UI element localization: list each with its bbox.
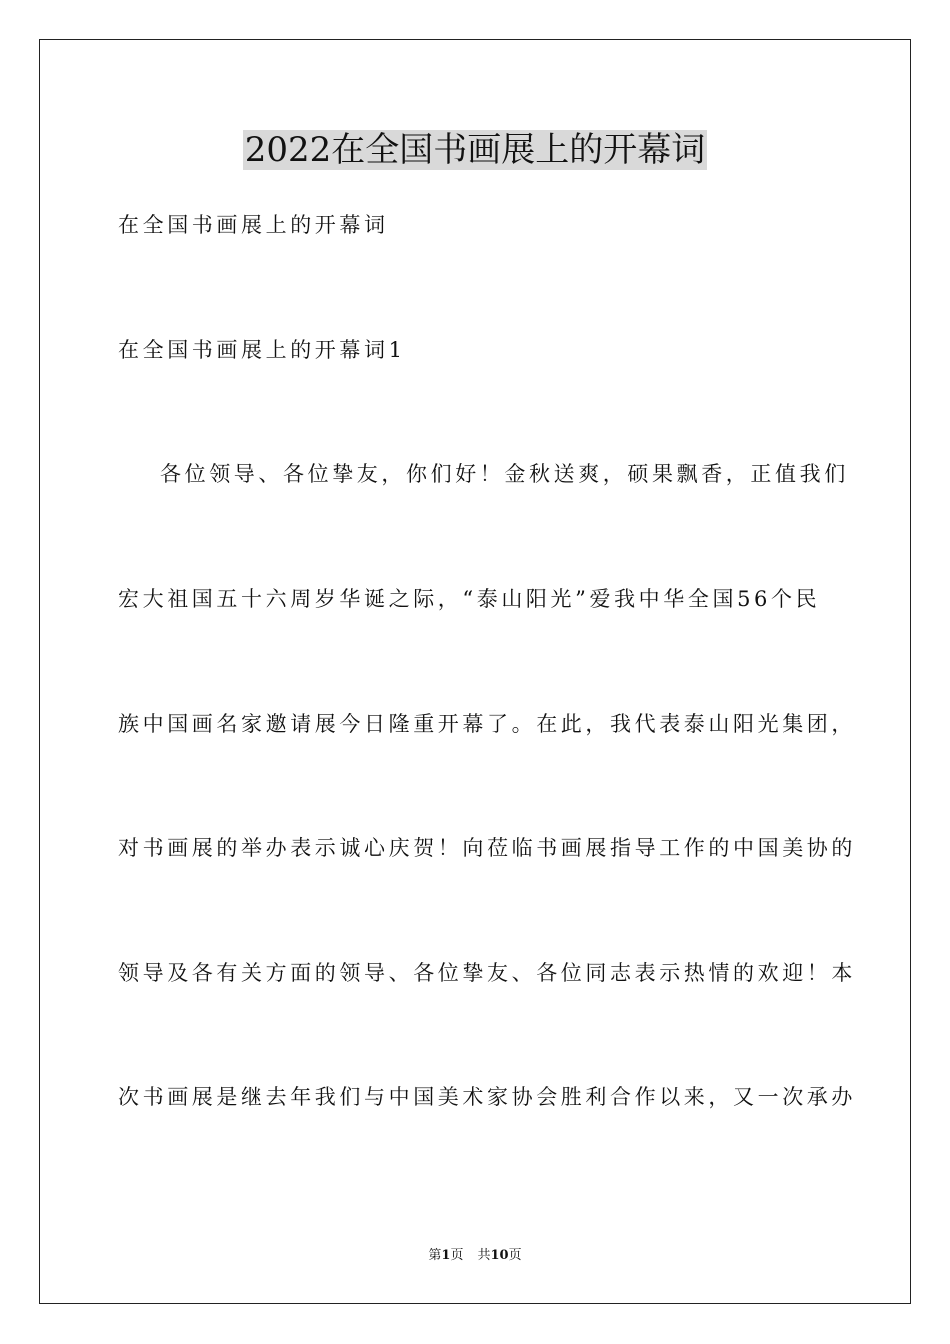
body-line: 次书画展是继去年我们与中国美术家协会胜利合作以来，又一次承办 [118, 1085, 856, 1109]
footer-page-prefix: 第 [428, 1248, 442, 1263]
footer-page-current: 1 [441, 1248, 451, 1263]
body-line: 族中国画名家邀请展今日隆重开幕了。在此，我代表泰山阳光集团， [118, 712, 856, 736]
footer-page-total: 10 [490, 1248, 509, 1263]
document-title-text: 2022在全国书画展上的开幕词 [244, 130, 706, 170]
body-line: 宏大祖国五十六周岁华诞之际，“泰山阳光”爱我中华全国56个民 [118, 587, 821, 611]
footer-page-suffix: 页 [450, 1248, 464, 1263]
section-heading: 在全国书画展上的开幕词1 [118, 338, 406, 362]
footer-total-prefix: 共 [477, 1248, 491, 1263]
body-line: 对书画展的举办表示诚心庆贺！向莅临书画展指导工作的中国美协的 [118, 836, 856, 860]
footer-total-suffix: 页 [508, 1248, 522, 1263]
page-footer [0, 1248, 950, 1264]
document-subtitle: 在全国书画展上的开幕词 [118, 213, 389, 237]
document-title [0, 130, 950, 170]
body-line: 领导及各有关方面的领导、各位挚友、各位同志表示热情的欢迎！本 [118, 961, 856, 985]
body-line: 各位领导、各位挚友，你们好！金秋送爽，硕果飘香，正值我们 [160, 462, 849, 486]
